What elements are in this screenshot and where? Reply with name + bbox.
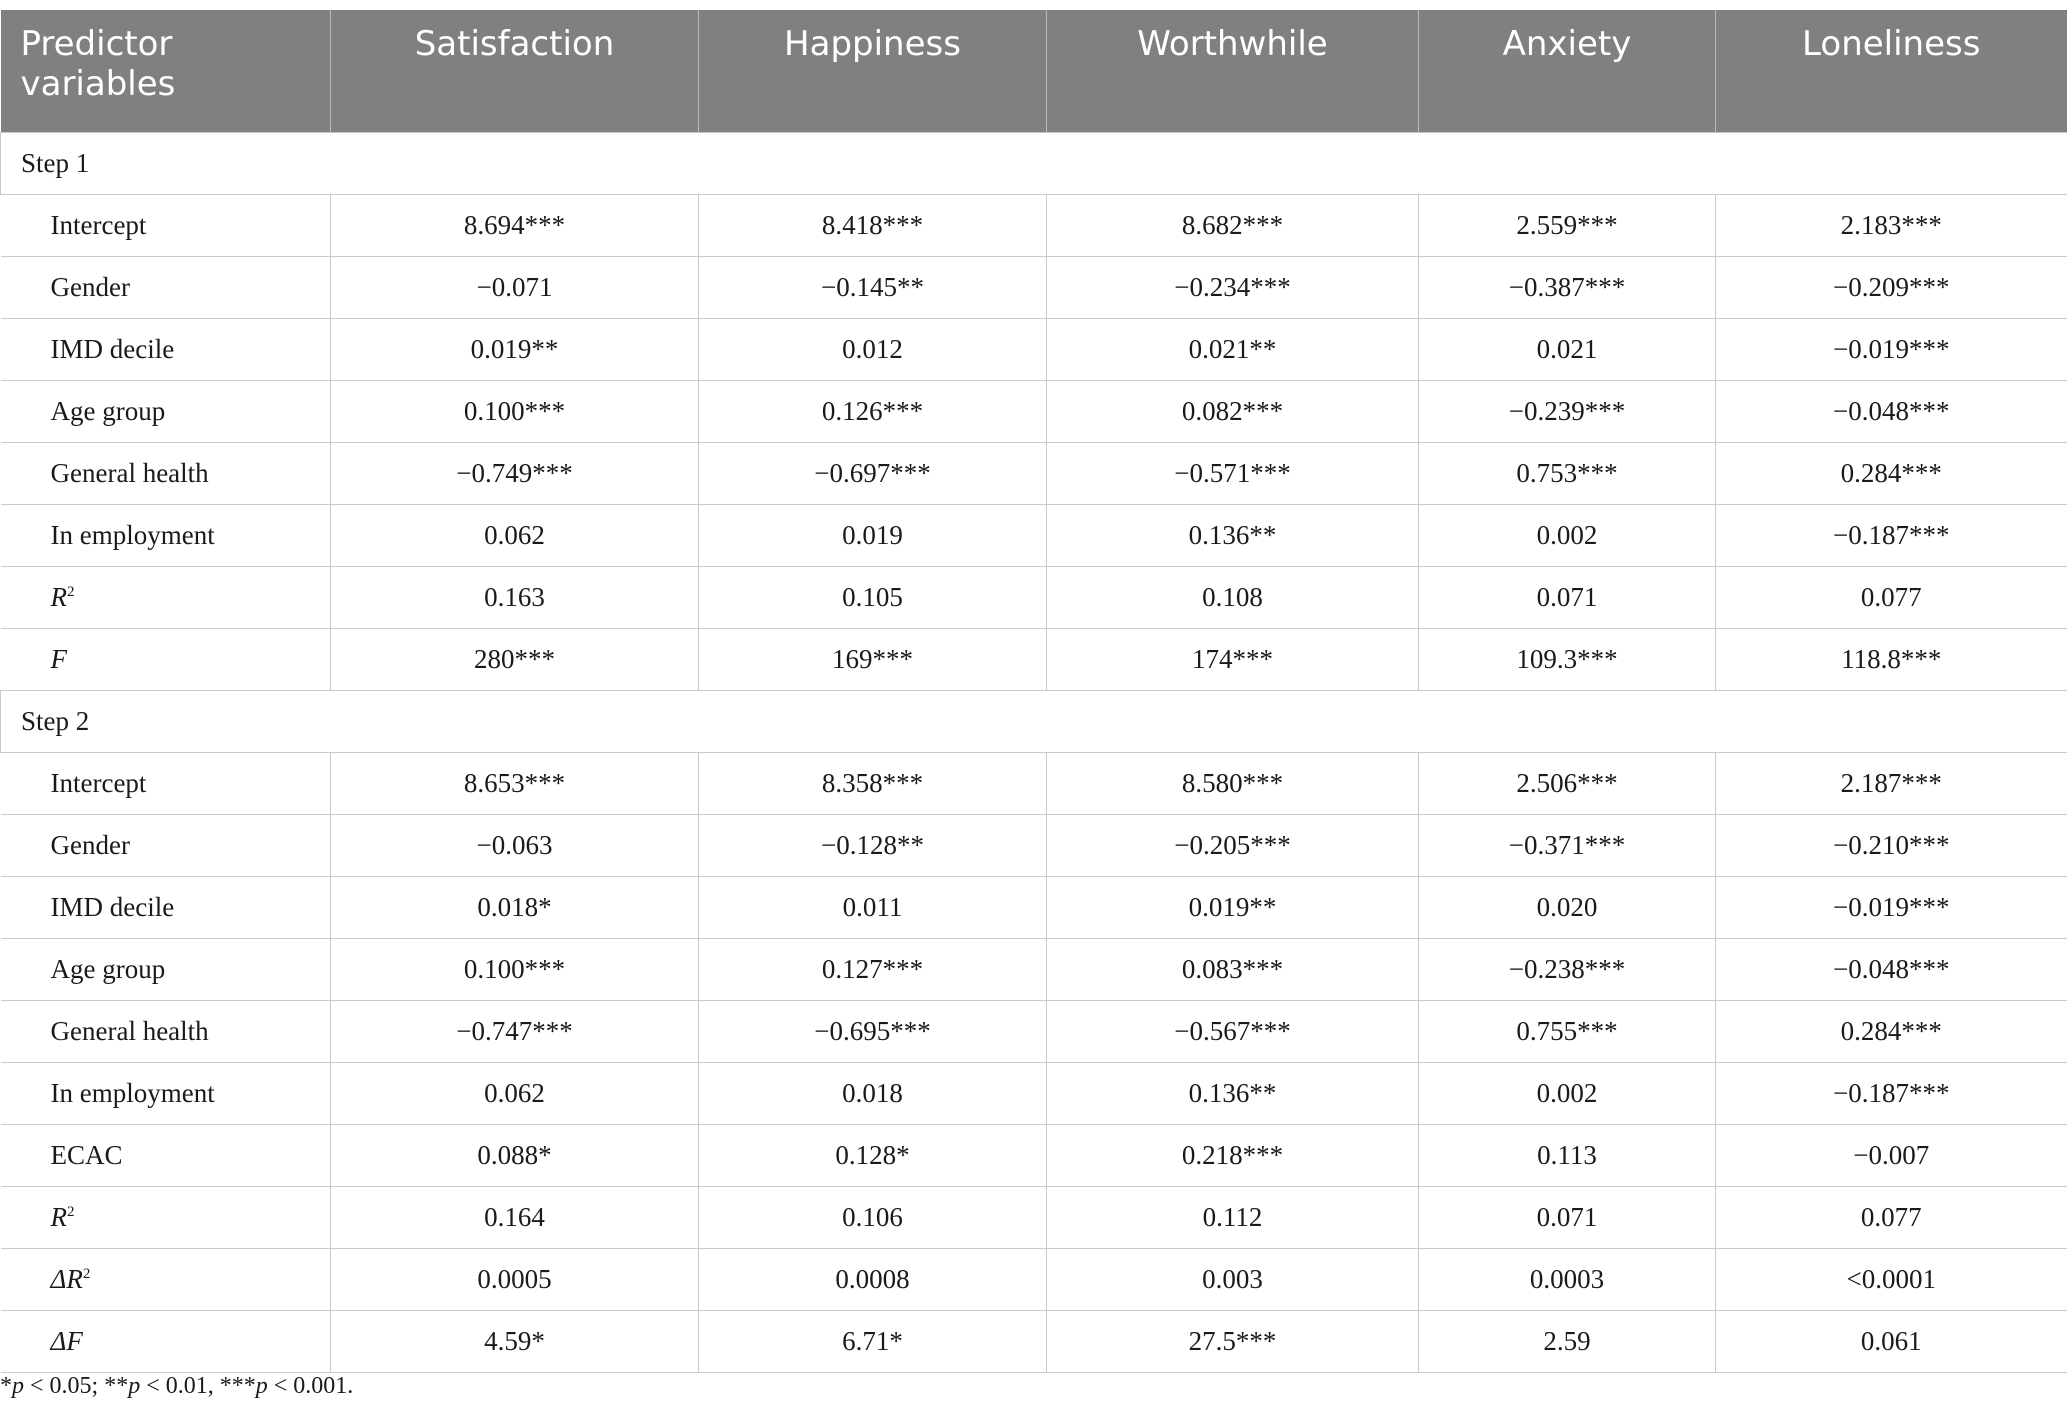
footnote-part: p xyxy=(128,1373,141,1399)
table-row xyxy=(1,381,2067,443)
table-cell: −0.567*** xyxy=(1047,1001,1419,1063)
table-cell: 8.418*** xyxy=(699,195,1047,257)
row-label xyxy=(1,753,331,815)
table-cell: 8.580*** xyxy=(1047,753,1419,815)
table-cell: 0.113 xyxy=(1419,1125,1716,1187)
table-row xyxy=(1,1187,2067,1249)
table-cell: 0.018* xyxy=(331,877,699,939)
table-cell: 27.5*** xyxy=(1047,1311,1419,1373)
table-cell: 2.506*** xyxy=(1419,753,1716,815)
row-label-text: General health xyxy=(50,458,209,488)
table-cell: 0.136** xyxy=(1047,1063,1419,1125)
table-cell: 280*** xyxy=(331,629,699,691)
table-cell: 0.284*** xyxy=(1716,1001,2067,1063)
table-row xyxy=(1,1001,2067,1063)
table-cell: −0.048*** xyxy=(1716,381,2067,443)
footnote-part: < 0.001. xyxy=(267,1373,354,1399)
table-cell: 0.021 xyxy=(1419,319,1716,381)
table-cell: −0.209*** xyxy=(1716,257,2067,319)
table-cell: 0.002 xyxy=(1419,505,1716,567)
table-row xyxy=(1,815,2067,877)
row-label xyxy=(1,443,331,505)
table-cell: −0.695*** xyxy=(699,1001,1047,1063)
table-row xyxy=(1,319,2067,381)
table-cell: −0.187*** xyxy=(1716,1063,2067,1125)
table-cell: 0.0003 xyxy=(1419,1249,1716,1311)
row-label-text: ΔR xyxy=(50,1264,83,1294)
table-row xyxy=(1,629,2067,691)
table-cell: −0.238*** xyxy=(1419,939,1716,1001)
table-cell: −0.019*** xyxy=(1716,319,2067,381)
table-cell: −0.371*** xyxy=(1419,815,1716,877)
row-label-text: F xyxy=(50,644,67,674)
regression-table xyxy=(0,10,2067,1373)
row-label xyxy=(1,1187,331,1249)
table-cell: 8.358*** xyxy=(699,753,1047,815)
row-label-text: ΔF xyxy=(50,1326,83,1356)
table-cell: 0.019 xyxy=(699,505,1047,567)
section-row xyxy=(1,133,2067,195)
table-cell: 0.106 xyxy=(699,1187,1047,1249)
table-row xyxy=(1,939,2067,1001)
header-predictor-variables: Predictor variables xyxy=(1,10,331,133)
table-cell: 0.011 xyxy=(699,877,1047,939)
table-cell: 0.071 xyxy=(1419,1187,1716,1249)
row-label xyxy=(1,381,331,443)
table-cell: 0.0008 xyxy=(699,1249,1047,1311)
table-cell: 0.002 xyxy=(1419,1063,1716,1125)
table-cell: 0.077 xyxy=(1716,567,2067,629)
table-cell: 4.59* xyxy=(331,1311,699,1373)
table-cell: 0.127*** xyxy=(699,939,1047,1001)
table-cell: 0.062 xyxy=(331,505,699,567)
table-cell: <0.0001 xyxy=(1716,1249,2067,1311)
row-label-text: IMD decile xyxy=(50,892,175,922)
table-cell: 118.8*** xyxy=(1716,629,2067,691)
table-cell: 8.653*** xyxy=(331,753,699,815)
table-body xyxy=(1,133,2067,1373)
row-label-text: General health xyxy=(50,1016,209,1046)
table-cell: −0.063 xyxy=(331,815,699,877)
row-label xyxy=(1,319,331,381)
header-row xyxy=(1,10,2067,133)
row-label-text: Intercept xyxy=(50,210,147,240)
row-label-text: Gender xyxy=(50,272,130,302)
table-row xyxy=(1,443,2067,505)
table-cell: 0.012 xyxy=(699,319,1047,381)
table-cell: 0.019** xyxy=(331,319,699,381)
row-label-text: R xyxy=(50,1202,67,1232)
table-row xyxy=(1,877,2067,939)
table-cell: 2.183*** xyxy=(1716,195,2067,257)
table-cell: 0.164 xyxy=(331,1187,699,1249)
table-cell: −0.234*** xyxy=(1047,257,1419,319)
row-label xyxy=(1,815,331,877)
header-satisfaction: Satisfaction xyxy=(331,10,699,133)
table-cell: −0.205*** xyxy=(1047,815,1419,877)
header-happiness: Happiness xyxy=(699,10,1047,133)
table-cell: 2.59 xyxy=(1419,1311,1716,1373)
row-label xyxy=(1,567,331,629)
row-label-text: In employment xyxy=(50,1078,215,1108)
table-cell: 109.3*** xyxy=(1419,629,1716,691)
table-cell: 0.284*** xyxy=(1716,443,2067,505)
table-cell: 0.077 xyxy=(1716,1187,2067,1249)
table-cell: 0.112 xyxy=(1047,1187,1419,1249)
row-label-text: ECAC xyxy=(50,1140,123,1170)
table-row xyxy=(1,753,2067,815)
table-cell: 0.088* xyxy=(331,1125,699,1187)
table-row xyxy=(1,1249,2067,1311)
table-cell: 0.020 xyxy=(1419,877,1716,939)
table-cell: 0.061 xyxy=(1716,1311,2067,1373)
row-label xyxy=(1,257,331,319)
row-label xyxy=(1,1125,331,1187)
row-label xyxy=(1,1249,331,1311)
row-label-text: Age group xyxy=(50,954,166,984)
table-cell: 0.163 xyxy=(331,567,699,629)
header-anxiety: Anxiety xyxy=(1419,10,1716,133)
table-cell: −0.007 xyxy=(1716,1125,2067,1187)
table-cell: −0.048*** xyxy=(1716,939,2067,1001)
table-cell: −0.749*** xyxy=(331,443,699,505)
table-cell: 0.753*** xyxy=(1419,443,1716,505)
table-cell: 8.682*** xyxy=(1047,195,1419,257)
row-label xyxy=(1,939,331,1001)
table-cell: 0.100*** xyxy=(331,381,699,443)
table-cell: 0.021** xyxy=(1047,319,1419,381)
table-cell: 0.018 xyxy=(699,1063,1047,1125)
table-cell: −0.187*** xyxy=(1716,505,2067,567)
table-cell: 0.0005 xyxy=(331,1249,699,1311)
table-cell: 6.71* xyxy=(699,1311,1047,1373)
table-cell: 0.128* xyxy=(699,1125,1047,1187)
table-cell: 0.100*** xyxy=(331,939,699,1001)
table-header xyxy=(1,10,2067,133)
row-label xyxy=(1,1311,331,1373)
row-label-text: Gender xyxy=(50,830,130,860)
table-cell: −0.697*** xyxy=(699,443,1047,505)
table-row xyxy=(1,1063,2067,1125)
table-cell: −0.387*** xyxy=(1419,257,1716,319)
row-label-text: Age group xyxy=(50,396,166,426)
row-label-text: In employment xyxy=(50,520,215,550)
table-cell: 2.559*** xyxy=(1419,195,1716,257)
table-cell: 0.019** xyxy=(1047,877,1419,939)
row-label-superscript: 2 xyxy=(67,1204,75,1220)
table-cell: 0.003 xyxy=(1047,1249,1419,1311)
table-cell: 0.062 xyxy=(331,1063,699,1125)
row-label xyxy=(1,195,331,257)
table-cell: −0.019*** xyxy=(1716,877,2067,939)
table-cell: −0.071 xyxy=(331,257,699,319)
significance-footnote xyxy=(0,1373,353,1400)
table-cell: 0.083*** xyxy=(1047,939,1419,1001)
table-cell: 0.755*** xyxy=(1419,1001,1716,1063)
table-cell: −0.571*** xyxy=(1047,443,1419,505)
table-row xyxy=(1,505,2067,567)
footnote-part: * xyxy=(0,1373,12,1399)
table-row xyxy=(1,567,2067,629)
row-label xyxy=(1,505,331,567)
section-title: Step 2 xyxy=(1,691,2067,753)
table-cell: 2.187*** xyxy=(1716,753,2067,815)
table-cell: 174*** xyxy=(1047,629,1419,691)
table-row xyxy=(1,1125,2067,1187)
table-cell: −0.239*** xyxy=(1419,381,1716,443)
row-label-text: R xyxy=(50,582,67,612)
footnote-part: p xyxy=(255,1373,268,1399)
footnote-part: p xyxy=(12,1373,24,1399)
row-label xyxy=(1,877,331,939)
table-cell: 0.136** xyxy=(1047,505,1419,567)
table-row xyxy=(1,257,2067,319)
regression-table-container xyxy=(0,10,2066,1373)
header-worthwhile: Worthwhile xyxy=(1047,10,1419,133)
footnote-part: < 0.05; ** xyxy=(24,1373,129,1399)
row-label xyxy=(1,1063,331,1125)
row-label xyxy=(1,629,331,691)
row-label-text: Intercept xyxy=(50,768,147,798)
row-label-text: IMD decile xyxy=(50,334,175,364)
header-loneliness: Loneliness xyxy=(1716,10,2067,133)
table-cell: 0.218*** xyxy=(1047,1125,1419,1187)
table-cell: −0.210*** xyxy=(1716,815,2067,877)
section-title: Step 1 xyxy=(1,133,2067,195)
row-label-superscript: 2 xyxy=(82,1266,91,1282)
row-label xyxy=(1,1001,331,1063)
section-row xyxy=(1,691,2067,753)
table-row xyxy=(1,1311,2067,1373)
table-cell: −0.145** xyxy=(699,257,1047,319)
footnote-part: < 0.01, *** xyxy=(140,1373,256,1399)
table-cell: 0.105 xyxy=(699,567,1047,629)
table-cell: −0.128** xyxy=(699,815,1047,877)
table-cell: 0.108 xyxy=(1047,567,1419,629)
table-row xyxy=(1,195,2067,257)
table-cell: 0.126*** xyxy=(699,381,1047,443)
table-cell: −0.747*** xyxy=(331,1001,699,1063)
table-cell: 0.082*** xyxy=(1047,381,1419,443)
table-cell: 169*** xyxy=(699,629,1047,691)
table-cell: 0.071 xyxy=(1419,567,1716,629)
table-cell: 8.694*** xyxy=(331,195,699,257)
row-label-superscript: 2 xyxy=(67,584,75,600)
